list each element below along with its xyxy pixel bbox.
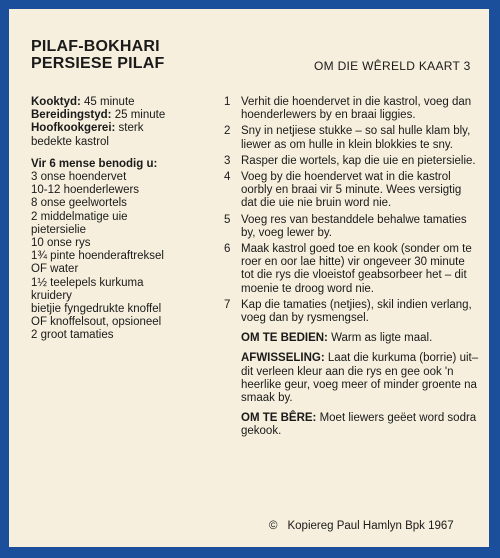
ingredient-item: OF water — [31, 263, 79, 276]
meta-value: 25 minute — [111, 109, 166, 122]
meta-cookware — [31, 122, 211, 135]
step-text: Voeg res van bestanddele behalwe tamaties by, voeg lewer by. — [241, 213, 467, 239]
step-text: Rasper die wortels, kap die uie en pietersielie. — [241, 154, 476, 167]
ingredient-item: 10 onse rys — [31, 237, 91, 250]
ingredient-item: 1½ teelepels kurkuma — [31, 276, 144, 289]
step-number: 4 — [224, 171, 231, 184]
meta-label: Bereidingstyd: — [31, 109, 112, 122]
meta-label: Hoofkookgerei: — [31, 122, 116, 135]
meta-label: Kooktyd: — [31, 96, 81, 108]
method-step — [224, 96, 479, 122]
meta-value: 45 minute — [80, 96, 135, 108]
copyright-line — [269, 520, 454, 532]
note-label: OM TE BÊRE: — [241, 412, 317, 425]
note-serving — [241, 332, 479, 345]
copyright-text: Kopiereg Paul Hamlyn Bpk 1967 — [287, 520, 454, 532]
ingredient-item: 1¾ pinte hoenderaftreksel — [31, 250, 164, 263]
step-number: 2 — [224, 125, 231, 138]
step-number: 5 — [224, 213, 231, 226]
meta-value: sterk — [115, 122, 144, 135]
step-number: 6 — [224, 243, 231, 256]
ingredient-item: 2 middelmatige uie — [31, 210, 128, 223]
method-step — [224, 299, 479, 325]
method-step — [224, 155, 479, 168]
ingredients-heading — [31, 158, 211, 171]
note-text: Warm as ligte maal. — [327, 332, 433, 345]
step-text: Maak kastrol goed toe en kook (sonder om te roer en oor lae hitte) vir ongeveer 30 minute tot die rys die vloeistof geabsorbeer het – dit moenie te droog word nie. — [241, 243, 472, 295]
copyright-icon: © — [269, 520, 278, 532]
method-step — [224, 243, 479, 296]
ingredients-heading-text: Vir 6 mense benodig u: — [31, 157, 158, 170]
recipe-title-line-1: PILAF-BOKHARI — [31, 38, 160, 55]
step-text: Verhit die hoendervet in die kastrol, voeg dan hoenderlewers by en braai liggies. — [241, 96, 472, 122]
ingredient-item: kruidery — [31, 289, 72, 302]
recipe-title-line-2: PERSIESE PILAF — [31, 55, 165, 72]
step-number: 7 — [224, 298, 231, 311]
method-step — [224, 125, 479, 151]
ingredient-item: 10-12 hoenderlewers — [31, 184, 140, 197]
step-text: Voeg by die hoendervet wat in die kastrol oorbly en braai vir 5 minute. Wees versigtig dat die uie nie bruin word nie. — [241, 171, 462, 210]
meta-cook-time — [31, 96, 211, 109]
meta-prep-time — [31, 109, 211, 122]
step-number: 3 — [224, 154, 231, 167]
ingredient-item: 3 onse hoendervet — [31, 171, 127, 184]
note-label: AFWISSELING: — [241, 352, 325, 365]
step-text: Sny in netjiese stukke – so sal hulle klam bly, liewer as om hulle in klein blokkies te sny. — [241, 125, 471, 151]
ingredient-item: pietersielie — [31, 223, 86, 236]
step-text: Kap die tamaties (netjies), skil indien verlang, voeg dan by rysmengsel. — [241, 298, 472, 325]
note-text: Laat die kurkuma (borrie) uit–dit verleen kleur aan die rys en gee ook 'n heerlike geur, voeg meer of minder groente na smaak by. — [241, 352, 479, 405]
ingredient-item: 8 onse geelwortels — [31, 197, 127, 210]
ingredient-item: OF knoffelsout, opsioneel — [31, 316, 162, 329]
note-label: OM TE BEDIEN: — [241, 332, 328, 345]
ingredient-item: bietjie fyngedrukte knoffel — [31, 303, 162, 316]
method-step — [224, 171, 479, 211]
note-variation — [241, 352, 479, 405]
recipe-card — [9, 9, 489, 547]
series-label: OM DIE WÊRELD KAART 3 — [314, 59, 471, 73]
method-step — [224, 214, 479, 240]
note-storage — [241, 412, 479, 438]
meta-cookware-continued: bedekte kastrol — [31, 135, 109, 148]
ingredient-list — [31, 171, 211, 343]
method-column — [224, 96, 479, 439]
ingredients-column — [31, 96, 211, 343]
ingredient-item: 2 groot tamaties — [31, 329, 114, 342]
step-number: 1 — [224, 96, 231, 108]
note-text: Moet liewers geëet word sodra gekook. — [241, 412, 477, 438]
